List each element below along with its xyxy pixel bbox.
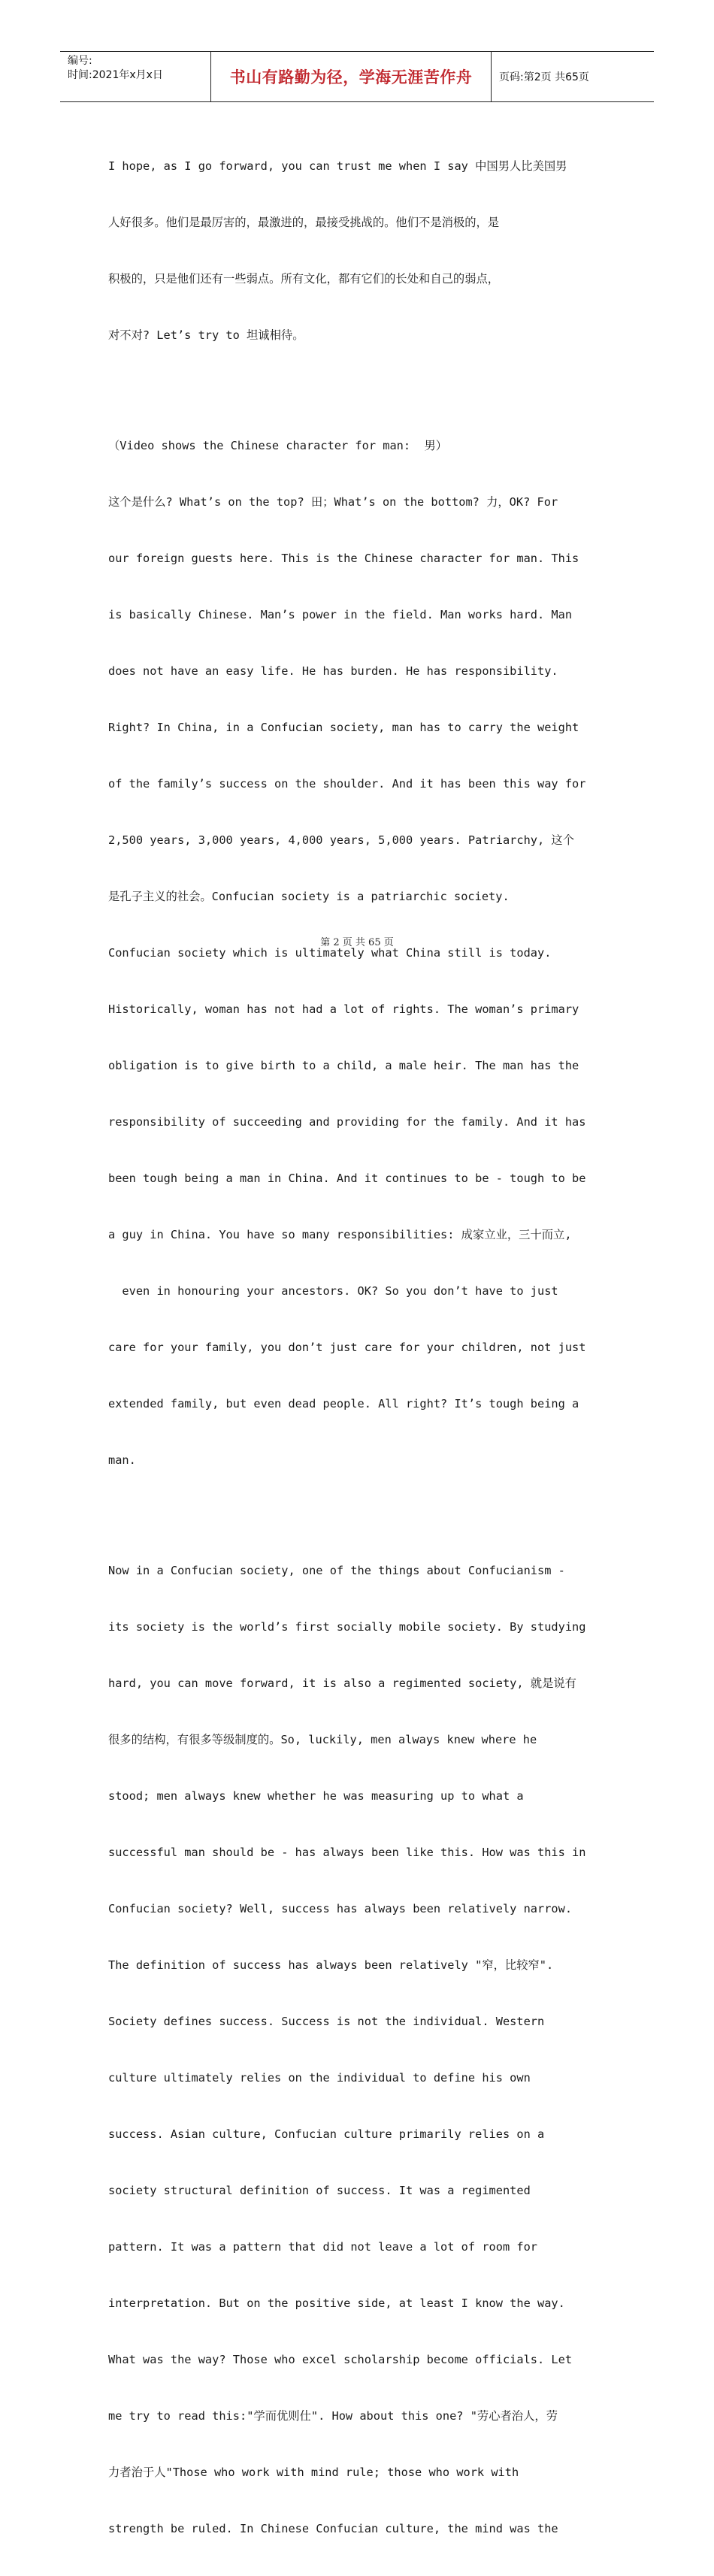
text-line: Confucian society which is ultimately what China still is today. <box>108 946 552 960</box>
text-line: stood; men always knew whether he was measuring up to what a <box>108 1789 524 1803</box>
text-line: （Video shows the Chinese character for man: 男） <box>108 439 448 452</box>
text-line: been tough being a man in China. And it continues to be - tough to be <box>108 1172 586 1185</box>
text-line: Historically, woman has not had a lot of rights. The woman’s primary <box>108 1002 579 1016</box>
text-line: 人好很多。他们是最厉害的，最激进的，最接受挑战的。他们不是消极的，是 <box>108 216 500 229</box>
page-footer: 第 2 页 共 65 页 <box>320 937 394 948</box>
text-line: even in honouring your ancestors. OK? So you don’t have to just <box>108 1284 558 1298</box>
text-line: responsibility of succeeding and providing for the family. And it has <box>108 1115 586 1129</box>
text-line: 很多的结构，有很多等级制度的。So, luckily, men always knew where he <box>108 1733 537 1746</box>
header-motto: 书山有路勤为径，学海无涯苦作舟 <box>211 52 492 101</box>
text-line: care for your family, you don’t just care for your children, not just <box>108 1341 586 1354</box>
text-line: man. <box>108 1453 136 1467</box>
text-line: 对不对? Let’s try to 坦诚相待。 <box>108 328 304 342</box>
number-label: 编号: <box>68 55 92 67</box>
text-line: 这个是什么? What’s on the top? 田；What’s on the bottom? 力，OK? For <box>108 495 558 509</box>
text-line: society structural definition of success. It was a regimented <box>108 2184 531 2197</box>
text-line: a guy in China. You have so many responsibilities: 成家立业，三十而立, <box>108 1228 572 1241</box>
paragraph-1 <box>108 119 613 382</box>
text-line: 是孔子主义的社会。Confucian society is a patriarchic society. <box>108 890 510 903</box>
paragraph-2 <box>108 399 613 1507</box>
text-line: of the family’s success on the shoulder. And it has been this way for <box>108 777 586 791</box>
page-header <box>60 51 654 102</box>
text-line: What was the way? Those who excel scholarship become officials. Let <box>108 2353 573 2366</box>
text-line: me try to read this:"学而优则仕". How about this one? "劳心者治人，劳 <box>108 2409 558 2423</box>
header-meta <box>60 52 211 101</box>
text-line: 2,500 years, 3,000 years, 4,000 years, 5,000 years. Patriarchy, 这个 <box>108 833 575 847</box>
text-line: extended family, but even dead people. All right? It’s tough being a <box>108 1397 579 1410</box>
header-page-info: 页码:第2页 共65页 <box>499 71 589 83</box>
text-line: 积极的，只是他们还有一些弱点。所有文化，都有它们的长处和自己的弱点， <box>108 272 500 286</box>
paragraph-gap <box>108 1507 613 1524</box>
date-label: 时间:2021年x月x日 <box>68 69 163 81</box>
text-line: culture ultimately relies on the individual to define his own <box>108 2071 531 2085</box>
text-line: Confucian society? Well, success has always been relatively narrow. <box>108 1902 573 1915</box>
text-line: strength be ruled. In Chinese Confucian culture, the mind was the <box>108 2522 558 2535</box>
text-line: our foreign guests here. This is the Chinese character for man. This <box>108 552 579 565</box>
text-line: pattern. It was a pattern that did not leave a lot of room for <box>108 2240 537 2254</box>
paragraph-3 <box>108 1524 613 2576</box>
text-line: interpretation. But on the positive side, at least I know the way. <box>108 2296 565 2310</box>
text-line: does not have an easy life. He has burden. He has responsibility. <box>108 664 558 678</box>
text-line: is basically Chinese. Man’s power in the field. Man works hard. Man <box>108 608 573 621</box>
text-line: hard, you can move forward, it is also a regimented society, 就是说有 <box>108 1677 576 1690</box>
paragraph-gap <box>108 382 613 399</box>
text-line: obligation is to give birth to a child, a male heir. The man has the <box>108 1059 579 1072</box>
text-line: success. Asian culture, Confucian culture primarily relies on a <box>108 2127 545 2141</box>
text-line: The definition of success has always been relatively "窄，比较窄". <box>108 1958 554 1972</box>
text-line: I hope, as I go forward, you can trust me when I say 中国男人比美国男 <box>108 159 567 173</box>
text-line: Right? In China, in a Confucian society, man has to carry the weight <box>108 721 579 734</box>
text-line: 力者治于人"Those who work with mind rule; those who work with <box>108 2466 519 2479</box>
text-line: Now in a Confucian society, one of the things about Confucianism - <box>108 1564 565 1577</box>
text-line: Society defines success. Success is not the individual. Western <box>108 2015 545 2028</box>
text-line: its society is the world’s first socially mobile society. By studying <box>108 1620 586 1634</box>
text-line: successful man should be - has always been like this. How was this in <box>108 1846 586 1859</box>
document-body <box>108 119 613 2576</box>
